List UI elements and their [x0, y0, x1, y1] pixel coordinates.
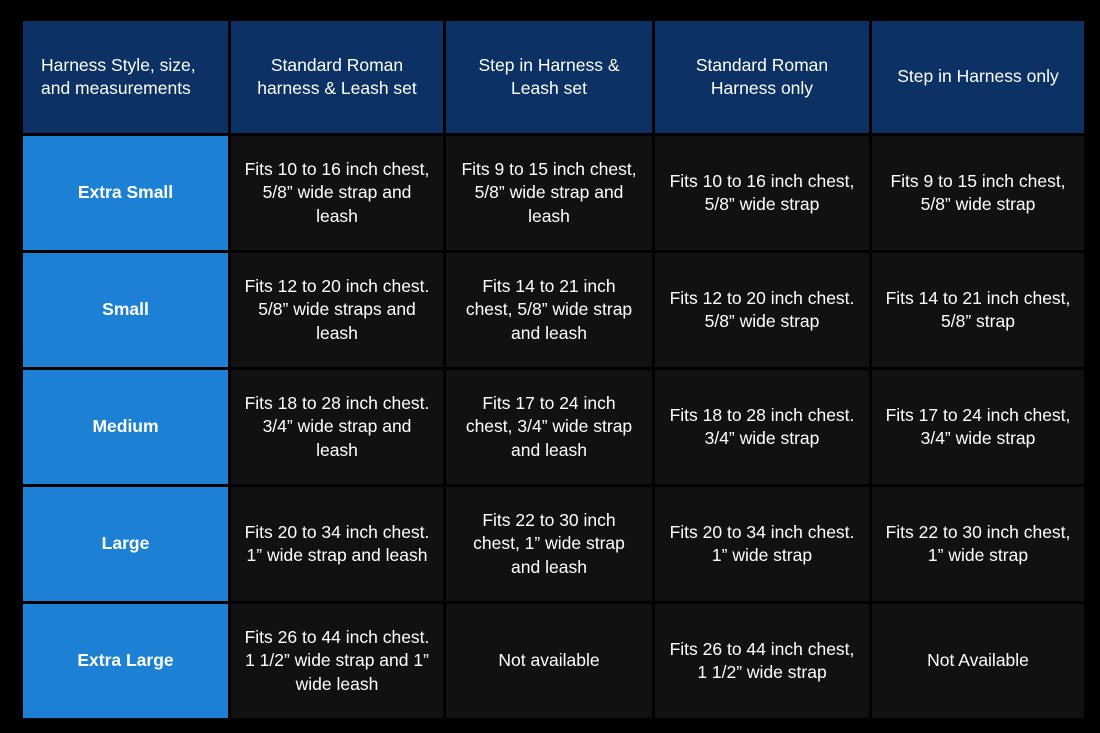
size-label-extra-small: Extra Small	[23, 136, 228, 250]
cell-l-step-in-leash-set: Fits 22 to 30 inch chest, 1” wide strap and leash	[446, 487, 652, 601]
column-header-step-in-only: Step in Harness only	[872, 21, 1084, 133]
table-header-row	[23, 21, 1084, 133]
cell-s-standard-roman-leash-set: Fits 12 to 20 inch chest. 5/8” wide straps and leash	[231, 253, 443, 367]
cell-xl-step-in-only: Not Available	[872, 604, 1084, 718]
table-row	[23, 604, 1084, 718]
table-body	[23, 136, 1084, 718]
cell-xl-standard-roman-only: Fits 26 to 44 inch chest, 1 1/2” wide strap	[655, 604, 869, 718]
table-header	[23, 21, 1084, 133]
column-header-step-in-leash-set: Step in Harness & Leash set	[446, 21, 652, 133]
size-label-extra-large: Extra Large	[23, 604, 228, 718]
cell-l-standard-roman-only: Fits 20 to 34 inch chest. 1” wide strap	[655, 487, 869, 601]
table-row	[23, 253, 1084, 367]
cell-m-standard-roman-leash-set: Fits 18 to 28 inch chest. 3/4” wide strap and leash	[231, 370, 443, 484]
column-header-standard-roman-only: Standard Roman Harness only	[655, 21, 869, 133]
table-row	[23, 370, 1084, 484]
size-label-small: Small	[23, 253, 228, 367]
cell-m-standard-roman-only: Fits 18 to 28 inch chest. 3/4” wide strap	[655, 370, 869, 484]
column-header-standard-roman-leash-set: Standard Roman harness & Leash set	[231, 21, 443, 133]
harness-size-chart-table	[20, 18, 1087, 721]
size-label-medium: Medium	[23, 370, 228, 484]
cell-xs-standard-roman-leash-set: Fits 10 to 16 inch chest, 5/8” wide strap and leash	[231, 136, 443, 250]
size-label-large: Large	[23, 487, 228, 601]
cell-xl-step-in-leash-set: Not available	[446, 604, 652, 718]
cell-xl-standard-roman-leash-set: Fits 26 to 44 inch chest. 1 1/2” wide strap and 1” wide leash	[231, 604, 443, 718]
cell-s-step-in-leash-set: Fits 14 to 21 inch chest, 5/8” wide strap and leash	[446, 253, 652, 367]
cell-m-step-in-only: Fits 17 to 24 inch chest, 3/4” wide strap	[872, 370, 1084, 484]
cell-xs-step-in-only: Fits 9 to 15 inch chest, 5/8” wide strap	[872, 136, 1084, 250]
cell-l-standard-roman-leash-set: Fits 20 to 34 inch chest. 1” wide strap and leash	[231, 487, 443, 601]
column-header-harness-style: Harness Style, size, and measurements	[23, 21, 228, 133]
table-row	[23, 136, 1084, 250]
cell-xs-standard-roman-only: Fits 10 to 16 inch chest, 5/8” wide strap	[655, 136, 869, 250]
cell-s-standard-roman-only: Fits 12 to 20 inch chest. 5/8” wide strap	[655, 253, 869, 367]
table-row	[23, 487, 1084, 601]
cell-m-step-in-leash-set: Fits 17 to 24 inch chest, 3/4” wide strap and leash	[446, 370, 652, 484]
cell-xs-step-in-leash-set: Fits 9 to 15 inch chest, 5/8” wide strap and leash	[446, 136, 652, 250]
cell-s-step-in-only: Fits 14 to 21 inch chest, 5/8” strap	[872, 253, 1084, 367]
cell-l-step-in-only: Fits 22 to 30 inch chest, 1” wide strap	[872, 487, 1084, 601]
